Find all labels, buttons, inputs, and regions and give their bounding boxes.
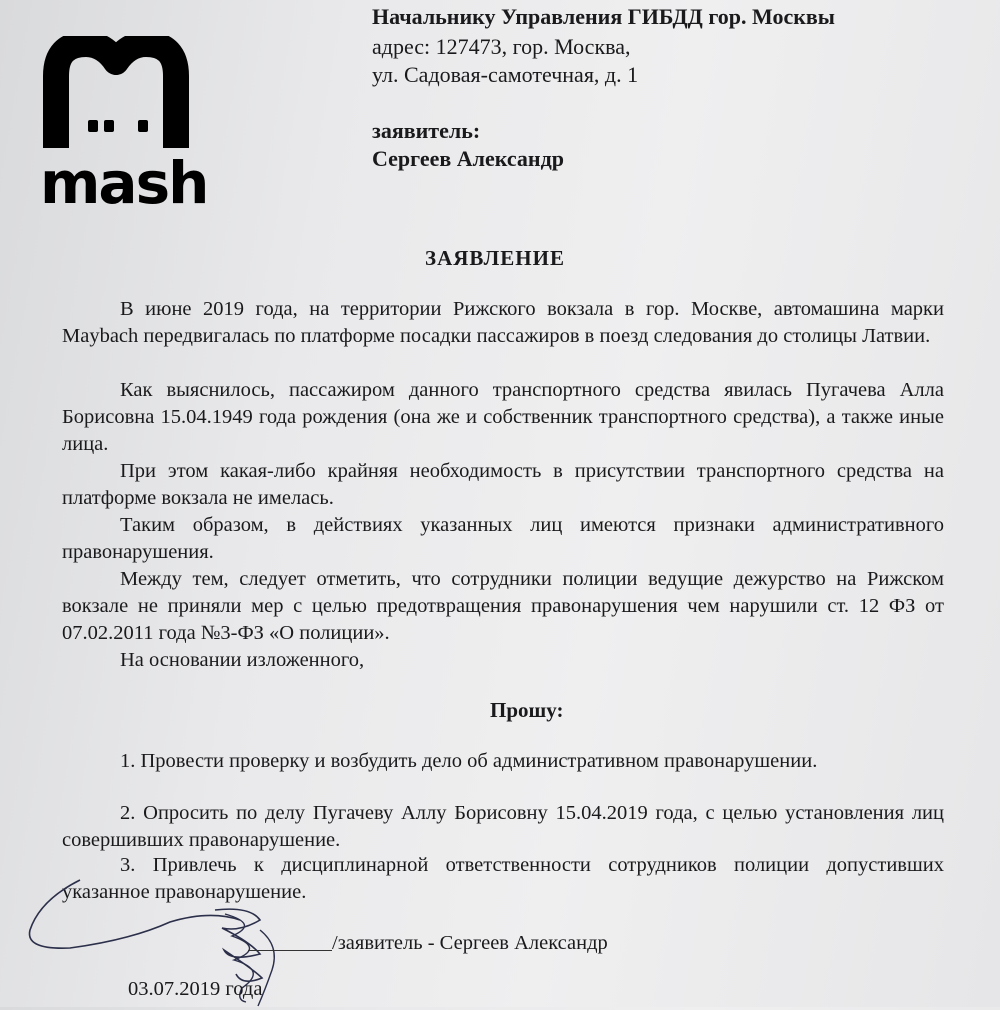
applicant-name: Сергеев Александр bbox=[372, 146, 564, 171]
paragraph-4: Таким образом, в действиях указанных лиц имеются признаки административного правонарушения. bbox=[62, 514, 944, 563]
paragraph-2: Как выяснилось, пассажиром данного транспортного средства явилась Пугачева Алла Борисовна 15.04.1949 года рождения (она же и собственник транспортного средства), а также иные лица. bbox=[62, 379, 944, 455]
document-date: 03.07.2019 года bbox=[128, 978, 263, 1000]
request-heading: Прошу: bbox=[490, 698, 564, 722]
mash-logo-icon bbox=[38, 36, 194, 156]
document-title: ЗАЯВЛЕНИЕ bbox=[425, 246, 565, 270]
signature-caption: /заявитель - Сергеев Александр bbox=[332, 932, 608, 954]
recipient: Начальнику Управления ГИБДД гор. Москвы bbox=[372, 4, 835, 29]
request-item-3: 3. Привлечь к дисциплинарной ответственности сотрудников полиции допустивших указанное правонарушение. bbox=[62, 854, 944, 903]
paragraph-3: При этом какая-либо крайняя необходимость в присутствии транспортного средства на платформе вокзала не имелась. bbox=[62, 460, 944, 509]
request-item-1: 1. Провести проверку и возбудить дело об административном правонарушении. bbox=[120, 750, 818, 772]
paragraph-6: На основании изложенного, bbox=[120, 649, 365, 671]
request-item-2: 2. Опросить по делу Пугачеву Аллу Борисовну 15.04.2019 года, с целью установления лиц совершивших правонарушение. bbox=[62, 802, 944, 851]
applicant-label: заявитель: bbox=[372, 118, 481, 143]
address-line-2: ул. Садовая-самотечная, д. 1 bbox=[372, 62, 639, 87]
paragraph-5: Между тем, следует отметить, что сотрудники полиции ведущие дежурство на Рижском вокзале не приняли мер с целью предотвращения правонарушения чем нарушили ст. 12 ФЗ от 07.02.2011 года №3-ФЗ «О полиции». bbox=[62, 568, 944, 644]
paragraph-1: В июне 2019 года, на территории Рижского вокзала в гор. Москве, автомашина марки Maybach передвигалась по платформе посадки пассажиров в поезд следования до столицы Латвии. bbox=[62, 298, 944, 347]
mash-logo bbox=[38, 36, 208, 217]
address-line-1: адрес: 127473, гор. Москва, bbox=[372, 34, 631, 59]
signature-line bbox=[248, 950, 332, 951]
logo-text: mash bbox=[40, 149, 208, 217]
